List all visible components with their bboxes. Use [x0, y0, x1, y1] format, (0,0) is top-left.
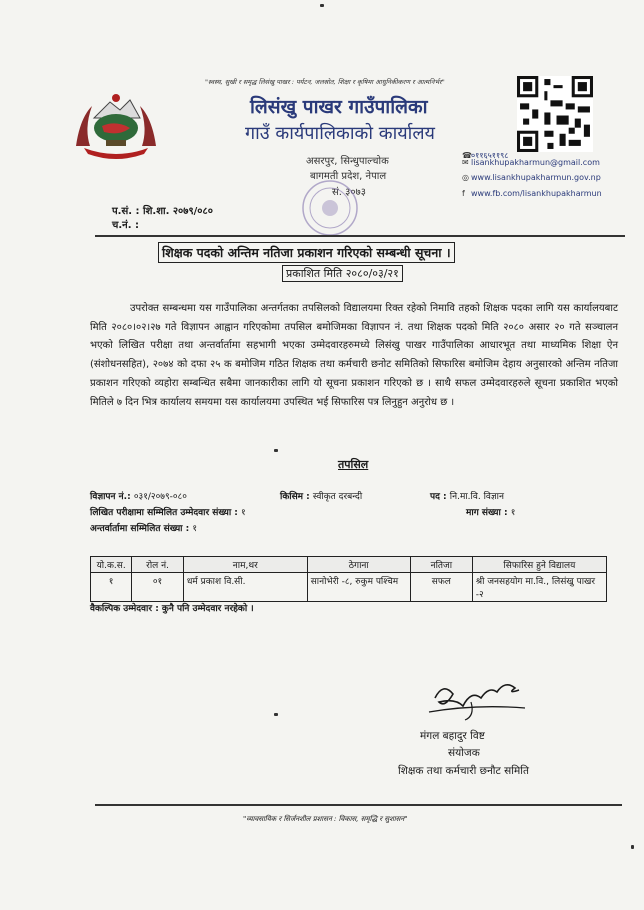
table-cell: ०१: [132, 573, 184, 602]
result-table: [90, 556, 607, 602]
post-name: पद : नि.मा.वि. विज्ञान: [430, 492, 505, 502]
signatory-role: संयोजक: [448, 747, 480, 759]
column-header: रोल नं.: [132, 557, 184, 573]
contact-email: ✉ lisankhupakharmun@gmail.com: [462, 158, 600, 167]
nepal-emblem-icon: [70, 88, 162, 163]
table-row: [91, 573, 607, 602]
written-exam-count: लिखित परीक्षामा सम्मिलित उम्मेदवार संख्या : १: [90, 508, 246, 518]
contact-facebook: f www.fb.com/lisankhupakharmun: [462, 189, 602, 198]
post-type: किसिम : स्वीकृत दरबन्दी: [280, 492, 363, 502]
table-cell: १: [91, 573, 132, 602]
contact-phone: ☎०११६५११९८: [462, 151, 509, 160]
notice-body: उपरोक्त सम्बन्धमा यस गाउँपालिका अन्तर्गतका तपसिलको विद्यालयमा रिक्त रहेको निमावि तहको शिक्षक पदका लागि यस कार्यालयबाट मिति २०८०।०२।२७ गते विज्ञापन आह्वान गरिएकोमा तपसिल बमोजिमका विज्ञापन नं. तथा शिक्षक पदको मिति २०८० असार २० गते सञ्चालन भएको लिखित परीक्षा तथा अन्तर्वार्तामा सहभागी भएका उम्मेदवारहरुमध्ये लिसंखु पाखर गाउँपालिका आधारभूत तथा माध्यमिक शिक्षा ऐन (संशोधनसहित), २०७४ को दफा २५ क बमोजिम गठित शिक्षक तथा कर्मचारी छनोट समितिको सिफारिस बमोजिम देहाय अनुसारको अन्तिम नतिजा प्रकाशन गरिएको व्यहोरा सम्बन्धित सबैमा जानकारीका लागि यो सूचना प्रकाशन गरिएको छ । साथै सफल उम्मेदवारहरुले सूचना प्रकाशित भएको मितिले ७ दिन भित्र कार्यालय समयमा यस कार्यालयमा उपस्थित भई सिफारिस पत्र लिनुहुन अनुरोध छ ।: [90, 303, 618, 408]
table-cell: सफल: [410, 573, 472, 602]
column-header: नाम,थर: [183, 557, 307, 573]
qr-code-icon: [517, 76, 593, 152]
email-icon: ✉: [462, 158, 469, 167]
contact-website: ◎ www.lisankhupakharmun.gov.np: [462, 173, 601, 182]
column-header: यो.क.स.: [91, 557, 132, 573]
footer-divider: [95, 804, 622, 806]
demand-count: माग संख्या : १: [466, 508, 516, 518]
facebook-icon: f: [462, 189, 465, 198]
column-header: ठेगाना: [307, 557, 410, 573]
office-stamp-icon: [300, 178, 360, 238]
table-cell: श्री जनसहयोग मा.वि., लिसंखु पाखर -२: [472, 573, 606, 602]
interview-count: अन्तर्वार्तामा सम्मिलित संख्या : १: [90, 524, 198, 534]
scan-mark: [274, 449, 278, 452]
municipality-name: लिसंखु पाखर गाउँपालिका: [250, 96, 428, 118]
signatory-committee: शिक्षक तथा कर्मचारी छनौट समिति: [398, 765, 529, 777]
address-line-3: सं. ३०७३: [332, 187, 366, 198]
phone-icon: ☎: [462, 151, 472, 160]
ad-number: विज्ञापन नं.: ०३१/२०७९-०८०: [90, 492, 187, 502]
header-divider: [95, 235, 625, 237]
table-header-row: [91, 557, 607, 573]
scan-mark: [320, 4, 324, 7]
footer-motto: "व्यावसायिक र सिर्जनशील प्रशासन : विकास, समृद्धि र सुशासन": [243, 815, 408, 823]
scan-mark: [274, 713, 278, 716]
signatory-name: मंगल बहादुर विष्ट: [420, 730, 485, 742]
address-line-2: बागमती प्रदेश, नेपाल: [310, 171, 387, 182]
table-cell: सानोभेरी -८, रुकुम पश्चिम: [307, 573, 410, 602]
alternate-candidate: वैकल्पिक उम्मेदवार : कुनै पनि उम्मेदवार नरहेको ।: [90, 604, 254, 614]
column-header: नतिजा: [410, 557, 472, 573]
address-line-1: असरपुर, सिन्धुपाल्चोक: [306, 156, 389, 167]
reference-number: प.सं. : शि.शा. २०७९/०८०: [112, 206, 213, 217]
notice-title: शिक्षक पदको अन्तिम नतिजा प्रकाशन गरिएको सम्बन्धी सूचना ।: [158, 242, 455, 263]
scan-mark: [631, 845, 634, 849]
tapasil-heading: तपसिल: [338, 458, 369, 471]
globe-icon: ◎: [462, 173, 469, 182]
signature-icon: [415, 668, 535, 726]
header-motto: "स्वस्थ, सुखी र समृद्ध लिसंखु पाखर : पर्यटन, जलस्रोत, शिक्षा र कृषिमा आधुनिकीकरण र आत्मनिर्भर": [205, 78, 445, 86]
office-name: गाउँ कार्यपालिकाको कार्यालय: [245, 123, 435, 144]
published-date: प्रकाशित मिति २०८०/०३/२१: [282, 265, 403, 282]
column-header: सिफारिस हुने विद्यालय: [472, 557, 606, 573]
table-cell: धर्म प्रकाश वि.सी.: [183, 573, 307, 602]
dispatch-number: च.नं. :: [112, 220, 139, 231]
